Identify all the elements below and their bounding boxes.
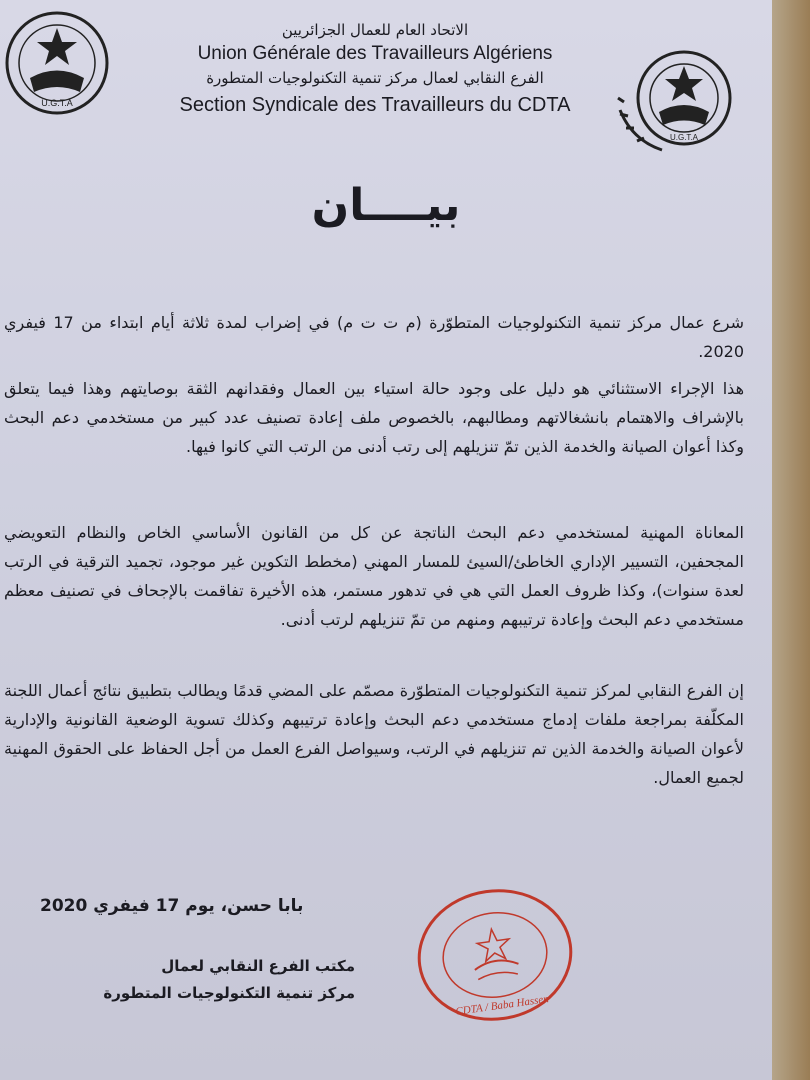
signature-line-2: مركز تنمية التكنولوجيات المتطورة	[103, 984, 355, 1002]
section-name-arabic: الفرع النقابي لعمال مركز تنمية التكنولوجيات المتطورة	[206, 69, 544, 87]
section-name-french: Section Syndicale des Travailleurs du CDTA	[179, 94, 571, 116]
document-title: بيــــان	[311, 180, 461, 231]
paragraph-demands: إن الفرع النقابي لمركز تنمية التكنولوجيات المتطوّرة مصمّم على المضي قدمًا ويطالب بتطبيق نتائج أعمال اللجنة المكلّفة بمراجعة ملفات إدماج مستخدمي دعم البحث وإعادة ترتيبهم وكذلك تسوية الوضعية القانونية والإدارية لأعوان الصيانة والخدمة الذين تم تنزيلهم في الرتب، وسيواصل الفرع العمل من أجل الحفاظ على الحقوق المهنية لجميع العمال.	[4, 681, 744, 787]
paragraph-strike-announcement: شرع عمال مركز تنمية التكنولوجيات المتطوّرة (م ت ت م) في إضراب لمدة ثلاثة أيام ابتداء من 17 فيفري 2020.	[4, 313, 744, 361]
date-line: بابا حسن، يوم 17 فيفري 2020	[40, 896, 304, 916]
union-name-arabic: الاتحاد العام للعمال الجزائريين	[281, 21, 469, 39]
emblem-text: U.G.T.A	[41, 98, 73, 108]
ugta-emblem-icon	[2, 8, 112, 118]
union-stamp-icon	[406, 875, 584, 1036]
letterhead	[140, 18, 610, 118]
signature-block	[95, 953, 355, 1007]
emblem-text: U.G.T.A	[669, 133, 699, 142]
ugta-emblem-icon	[612, 40, 742, 160]
signature-line-1: مكتب الفرع النقابي لعمال	[161, 957, 355, 975]
paragraph-dissatisfaction: هذا الإجراء الاستثنائي هو دليل على وجود حالة استياء بين العمال وفقدانهم الثقة بوصايتهم وهذا فيما يتعلق بالإشراف والاهتمام بانشغالاتهم ومطالبهم، بالخصوص ملف إعادة تصنيف عدد كبير من مستخدمي دعم البحث وكذا أعوان الصيانة والخدمة الذين تمّ تنزيلهم إلى رتب أدنى من الرتب التي كانوا فيها.	[4, 379, 744, 456]
paragraph-grievances: المعاناة المهنية لمستخدمي دعم البحث الناتجة عن كل من القانون الأساسي الخاص والنظام التعويضي المجحفين، التسيير الإداري الخاطئ/السيئ للمسار المهني (مخطط التكوين غير موجود، تجميد الترقية في الرتب لعدة سنوات)، وكذا ظروف العمل التي هي في تدهور مستمر، هذه الأخيرة تفاقمت بالإجحاف في تصنيف معظم مستخدمي دعم البحث وإعادة ترتيبهم ومنهم من تمّ تنزيلهم لرتب أدنى.	[4, 523, 744, 629]
stamp-text: CDTA / Baba Hassen	[454, 993, 550, 1018]
union-name-french: Union Générale des Travailleurs Algériens	[197, 43, 553, 64]
